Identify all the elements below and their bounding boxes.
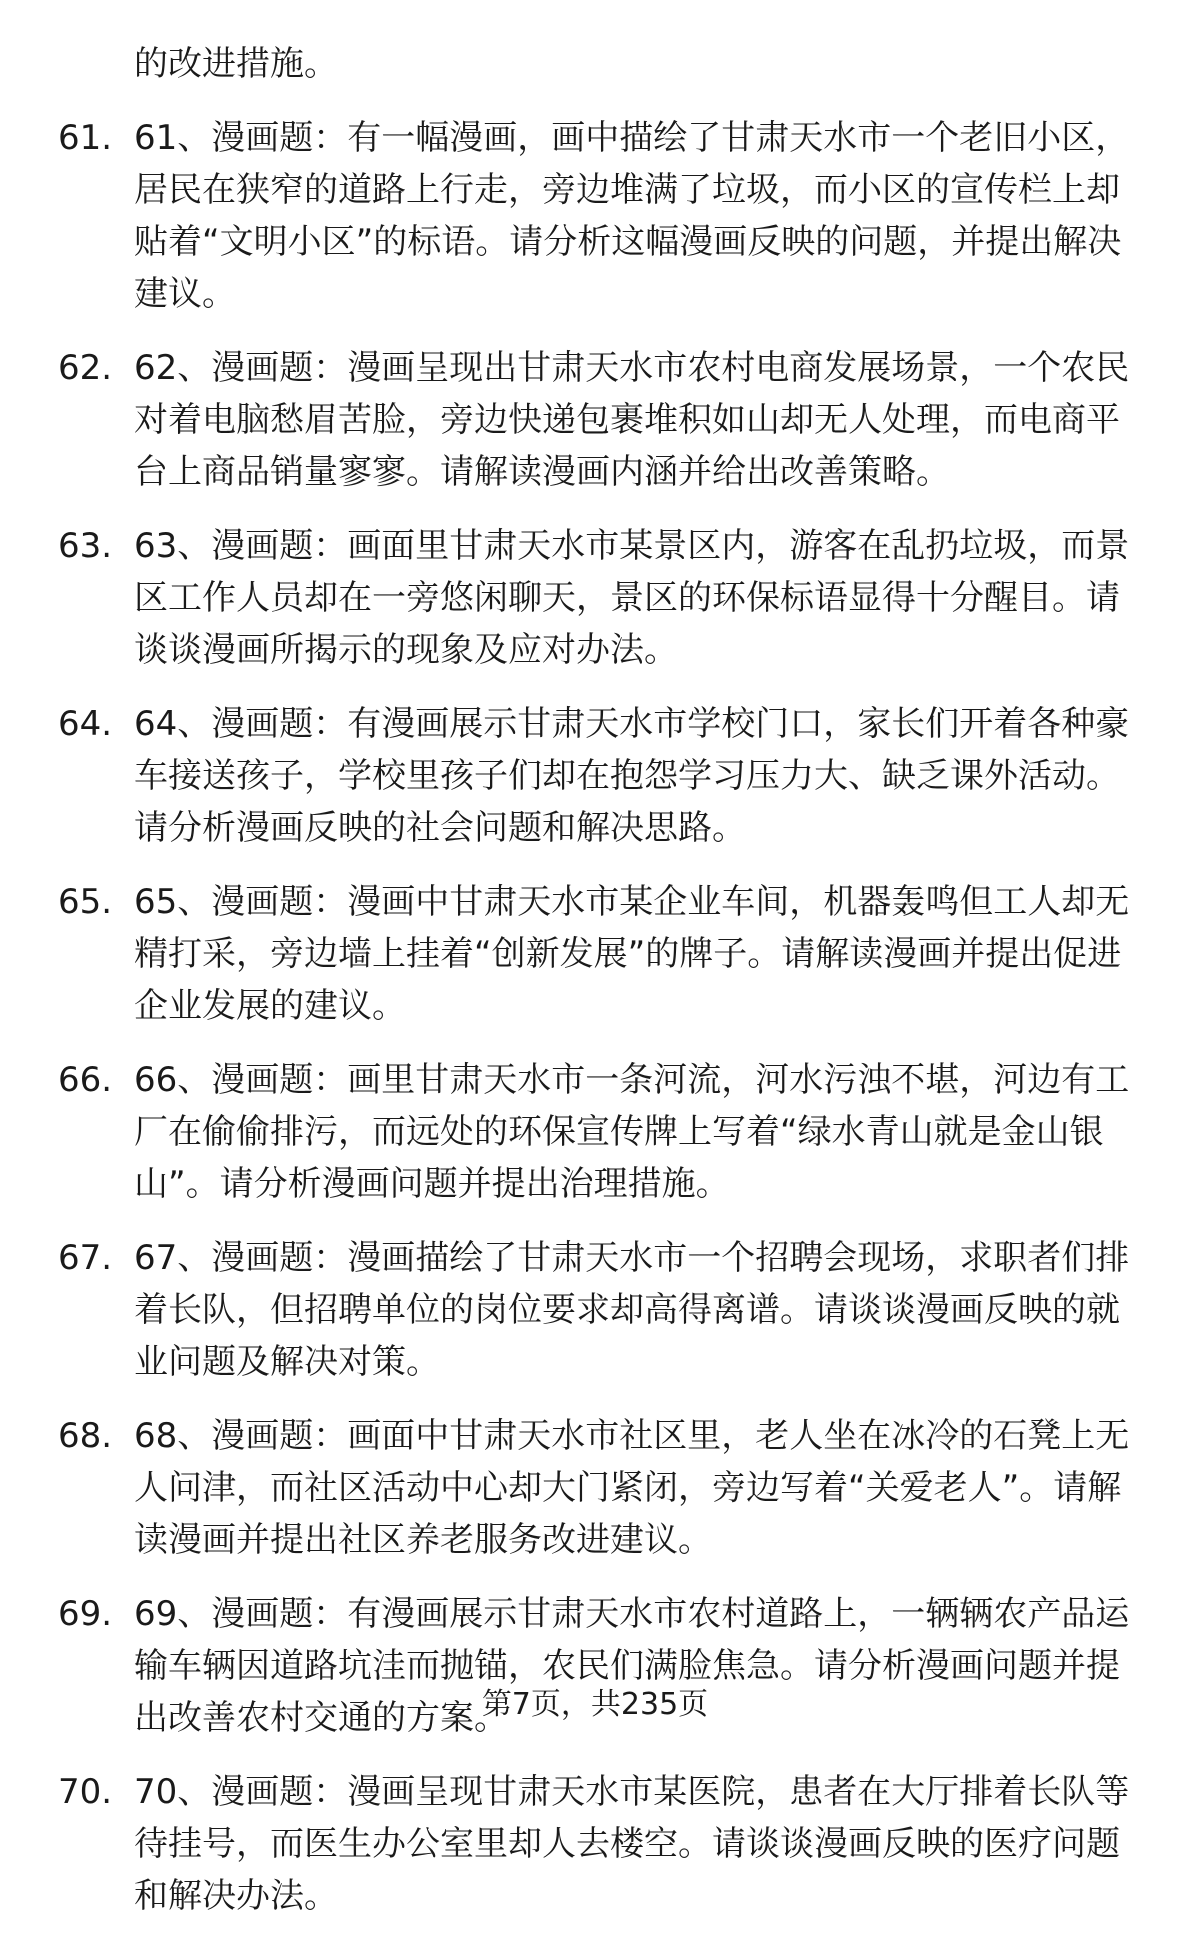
item-number: 61. xyxy=(58,118,113,158)
list-item xyxy=(58,1232,1148,1388)
item-number: 70. xyxy=(58,1772,113,1812)
item-text: 66、漫画题：画里甘肃天水市一条河流，河水污浊不堪，河边有工厂在偷偷排污，而远处的环保宣传牌上写着“绿水青山就是金山银山”。请分析漫画问题并提出治理措施。 xyxy=(134,1060,1130,1204)
item-text: 65、漫画题：漫画中甘肃天水市某企业车间，机器轰鸣但工人却无精打采，旁边墙上挂着“创新发展”的牌子。请解读漫画并提出促进企业发展的建议。 xyxy=(134,882,1130,1026)
list-item xyxy=(58,520,1148,676)
list-item xyxy=(58,1410,1148,1566)
item-number: 68. xyxy=(58,1416,113,1456)
list-item xyxy=(58,1054,1148,1210)
list-item xyxy=(58,342,1148,498)
item-number: 66. xyxy=(58,1060,113,1100)
list-item xyxy=(58,112,1148,320)
list-item xyxy=(58,876,1148,1032)
item-number: 65. xyxy=(58,882,113,922)
item-number: 63. xyxy=(58,526,113,566)
page-content xyxy=(58,38,1148,1944)
item-number: 67. xyxy=(58,1238,113,1278)
item-text: 69、漫画题：有漫画展示甘肃天水市农村道路上，一辆辆农产品运输车辆因道路坑洼而抛锚，农民们满脸焦急。请分析漫画问题并提出改善农村交通的方案。 xyxy=(134,1594,1130,1738)
continuation-text: 的改进措施。 xyxy=(134,44,338,84)
item-number: 64. xyxy=(58,704,113,744)
list-item xyxy=(58,698,1148,854)
item-number: 69. xyxy=(58,1594,113,1634)
list-item xyxy=(58,1766,1148,1922)
item-text: 67、漫画题：漫画描绘了甘肃天水市一个招聘会现场，求职者们排着长队，但招聘单位的岗位要求却高得离谱。请谈谈漫画反映的就业问题及解决对策。 xyxy=(134,1238,1130,1382)
item-text: 70、漫画题：漫画呈现甘肃天水市某医院，患者在大厅排着长队等待挂号，而医生办公室里却人去楼空。请谈谈漫画反映的医疗问题和解决办法。 xyxy=(134,1772,1130,1916)
item-number: 62. xyxy=(58,348,113,388)
item-text: 68、漫画题：画面中甘肃天水市社区里，老人坐在冰冷的石凳上无人问津，而社区活动中心却大门紧闭，旁边写着“关爱老人”。请解读漫画并提出社区养老服务改进建议。 xyxy=(134,1416,1130,1560)
item-text: 63、漫画题：画面里甘肃天水市某景区内，游客在乱扔垃圾，而景区工作人员却在一旁悠闲聊天，景区的环保标语显得十分醒目。请谈谈漫画所揭示的现象及应对办法。 xyxy=(134,526,1130,670)
page-footer: 第7页，共235页 xyxy=(481,1687,709,1722)
item-text: 64、漫画题：有漫画展示甘肃天水市学校门口，家长们开着各种豪车接送孩子，学校里孩子们却在抱怨学习压力大、缺乏课外活动。请分析漫画反映的社会问题和解决思路。 xyxy=(134,704,1130,848)
item-text: 61、漫画题：有一幅漫画，画中描绘了甘肃天水市一个老旧小区，居民在狭窄的道路上行走，旁边堆满了垃圾，而小区的宣传栏上却贴着“文明小区”的标语。请分析这幅漫画反映的问题，并提出解决建议。 xyxy=(134,118,1130,314)
item-text: 62、漫画题：漫画呈现出甘肃天水市农村电商发展场景，一个农民对着电脑愁眉苦脸，旁边快递包裹堆积如山却无人处理，而电商平台上商品销量寥寥。请解读漫画内涵并给出改善策略。 xyxy=(134,348,1130,492)
